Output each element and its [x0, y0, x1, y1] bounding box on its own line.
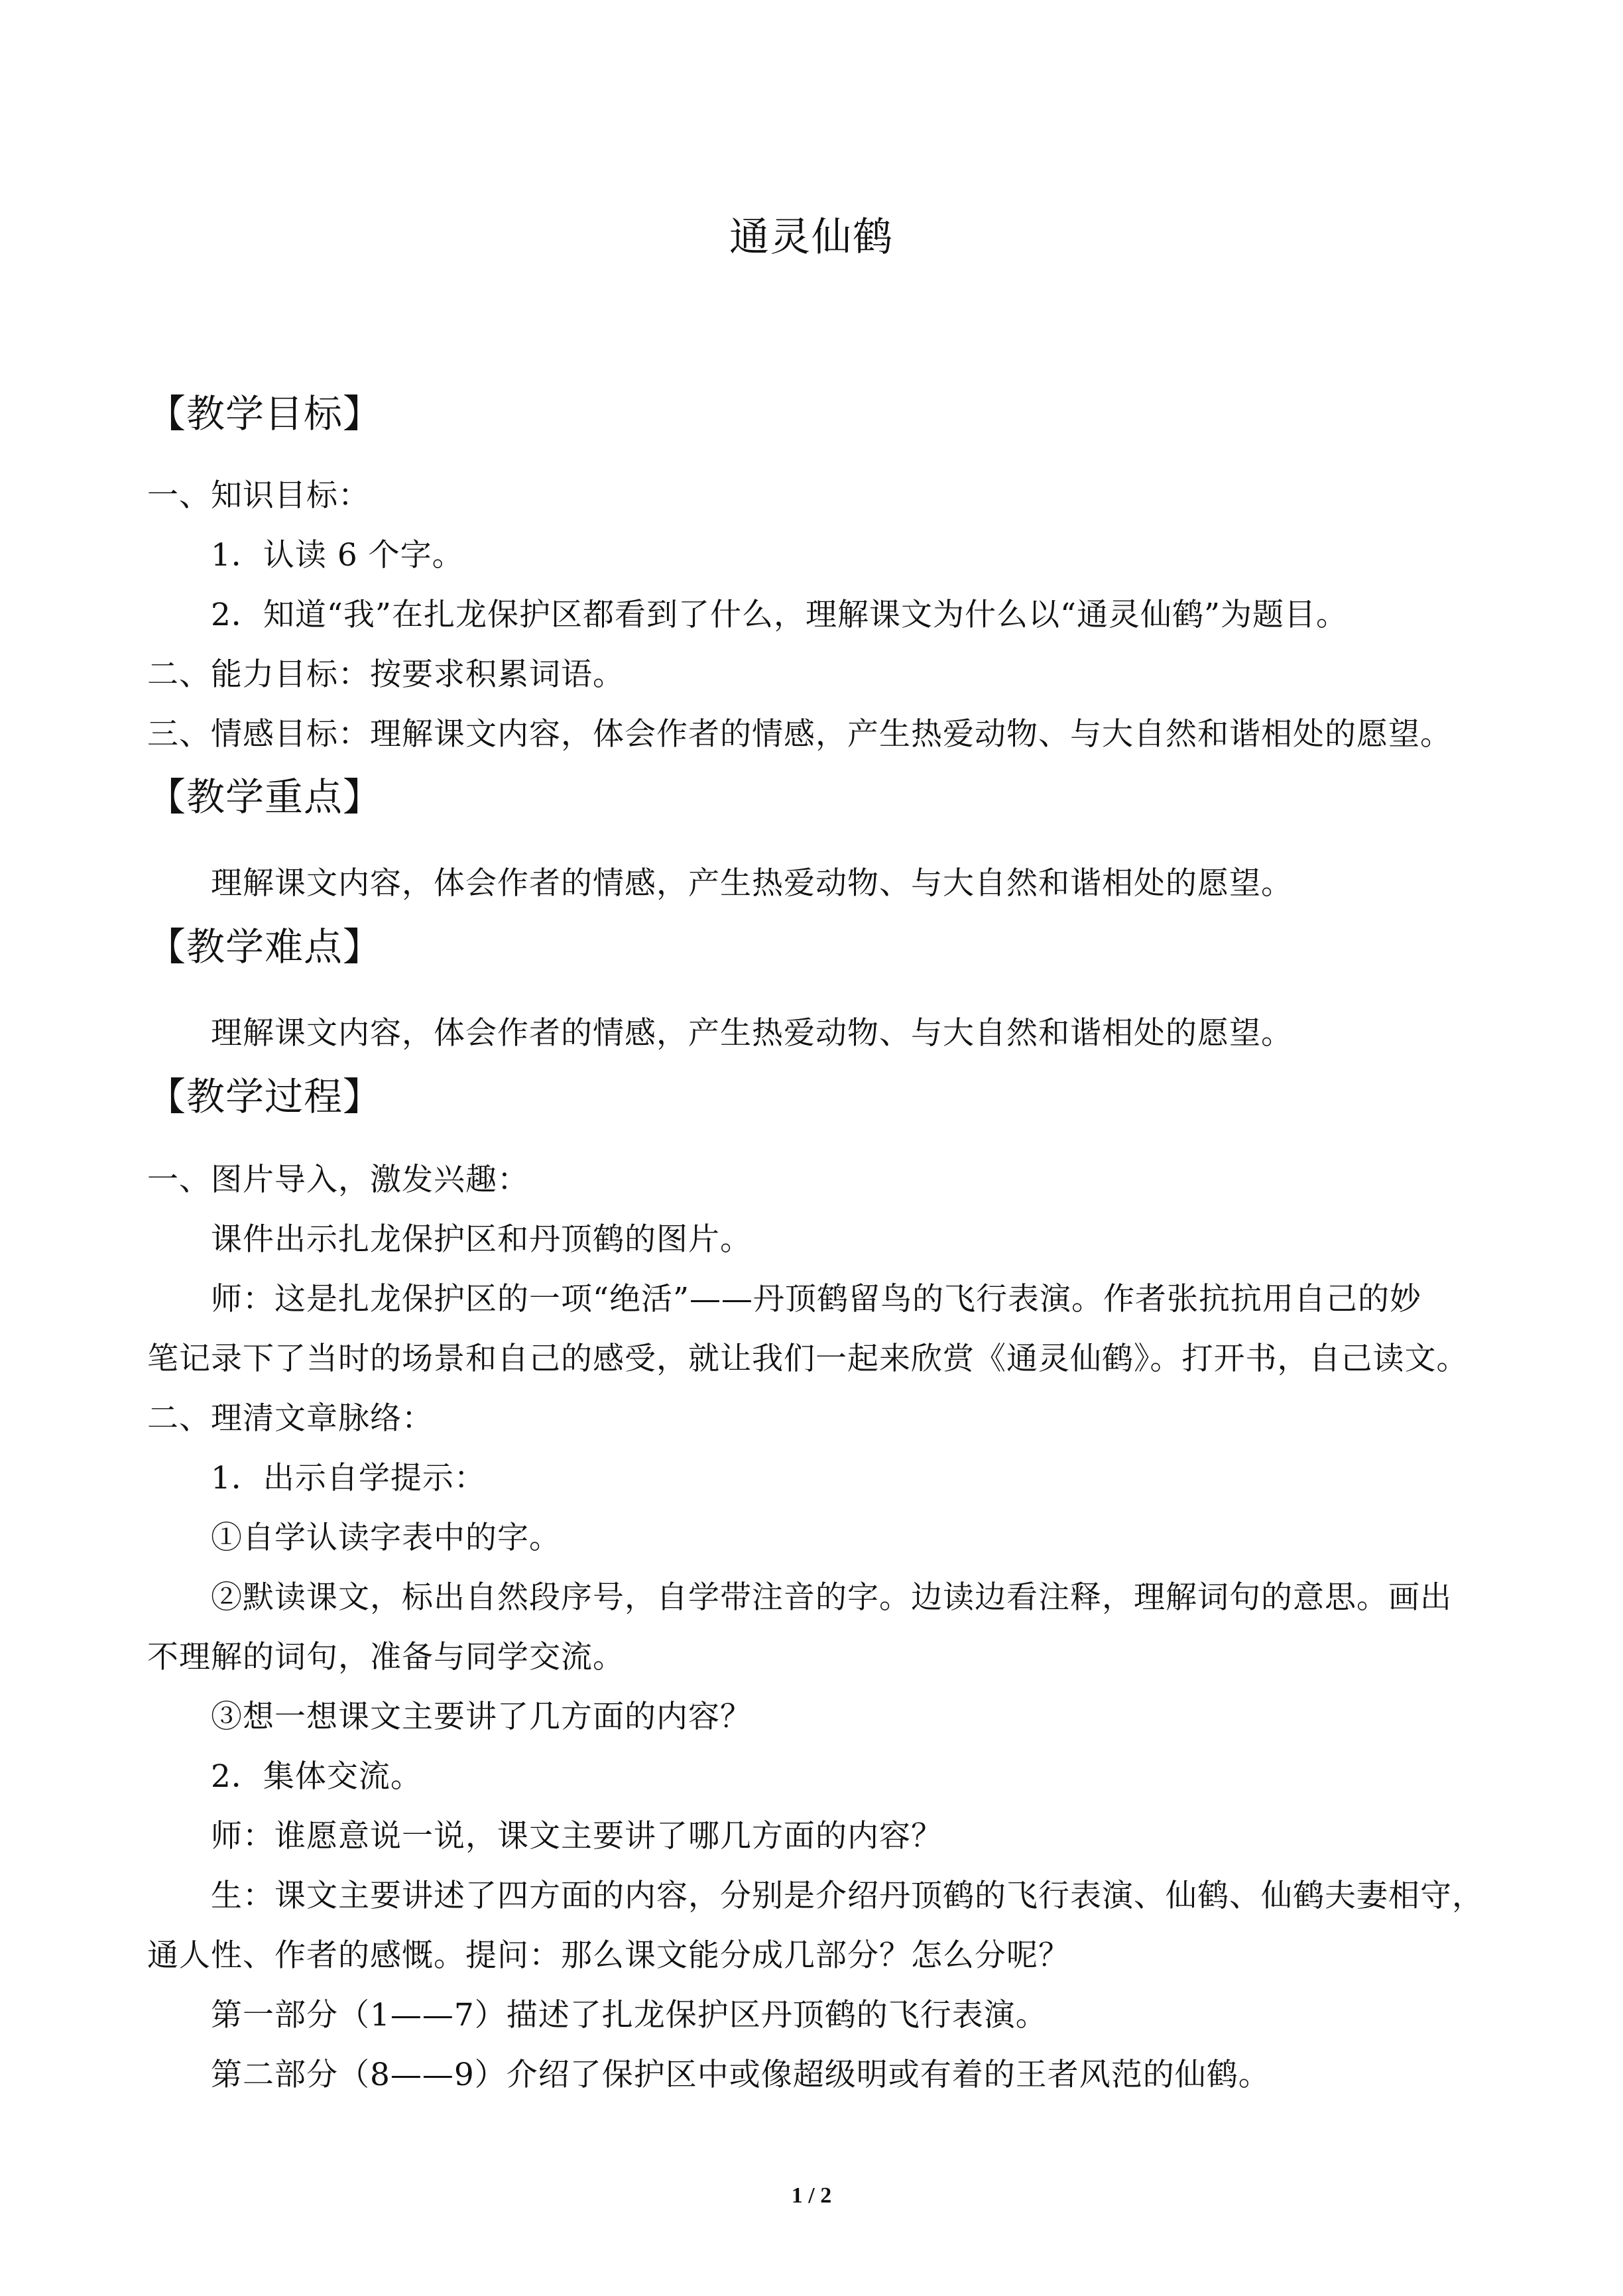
process-step-2-2: 2．集体交流。: [211, 1758, 422, 1795]
objective-knowledge: 一、知识目标：: [147, 477, 370, 514]
difficulties-text: 理解课文内容，体会作者的情感，产生热爱动物、与大自然和谐相处的愿望。: [211, 1015, 1293, 1052]
process-step-1-b-line2: 笔记录下了当时的场景和自己的感受，就让我们一起来欣赏《通灵仙鹤》。打开书，自己读文。: [147, 1341, 1469, 1377]
objective-ability: 二、能力目标：按要求积累词语。: [147, 656, 625, 693]
objective-emotion: 三、情感目标：理解课文内容，体会作者的情感，产生热爱动物、与大自然和谐相处的愿望。: [147, 716, 1452, 753]
objective-item-2: 2．知道“我”在扎龙保护区都看到了什么，理解课文为什么以“通灵仙鹤”为题目。: [211, 597, 1349, 633]
process-step-2-1: 1．出示自学提示：: [211, 1460, 486, 1496]
process-step-2-1-c: ③想一想课文主要讲了几方面的内容？: [211, 1699, 752, 1735]
key-points-text: 理解课文内容，体会作者的情感，产生热爱动物、与大自然和谐相处的愿望。: [211, 865, 1293, 902]
page-title: 通灵仙鹤: [729, 214, 894, 261]
section-heading-key-points: 【教学重点】: [147, 774, 383, 819]
page-number: 1 / 2: [791, 2183, 832, 2208]
process-part-2: 第二部分（8——9）介绍了保护区中或像超级明或有着的王者风范的仙鹤。: [211, 2057, 1270, 2093]
process-step-2: 二、理清文章脉络：: [147, 1400, 434, 1437]
process-step-1: 一、图片导入，激发兴趣：: [147, 1162, 529, 1198]
process-step-2-1-b-line2: 不理解的词句，准备与同学交流。: [147, 1639, 625, 1675]
process-step-2-1-b-line1: ②默读课文，标出自然段序号，自学带注音的字。边读边看注释，理解词句的意思。画出: [211, 1579, 1452, 1616]
section-heading-objectives: 【教学目标】: [147, 391, 383, 436]
process-step-2-2-b-line1: 生：课文主要讲述了四方面的内容，分别是介绍丹顶鹤的飞行表演、仙鹤、仙鹤夫妻相守，: [211, 1878, 1484, 1914]
process-step-1-b-line1: 师：这是扎龙保护区的一项“绝活”——丹顶鹤留鸟的飞行表演。作者张抗抗用自己的妙: [211, 1281, 1422, 1317]
process-step-2-2-b-line2: 通人性、作者的感慨。提问：那么课文能分成几部分？怎么分呢？: [147, 1937, 1070, 1974]
objective-item-1: 1．认读 6 个字。: [211, 537, 464, 574]
section-heading-process: 【教学过程】: [147, 1074, 383, 1119]
section-heading-difficulties: 【教学难点】: [147, 924, 383, 969]
process-part-1: 第一部分（1——7）描述了扎龙保护区丹顶鹤的飞行表演。: [211, 1997, 1048, 2033]
process-step-2-2-a: 师：谁愿意说一说，课文主要讲了哪几方面的内容？: [211, 1818, 943, 1854]
process-step-1-a: 课件出示扎龙保护区和丹顶鹤的图片。: [211, 1221, 752, 1258]
process-step-2-1-a: ①自学认读字表中的字。: [211, 1520, 561, 1556]
